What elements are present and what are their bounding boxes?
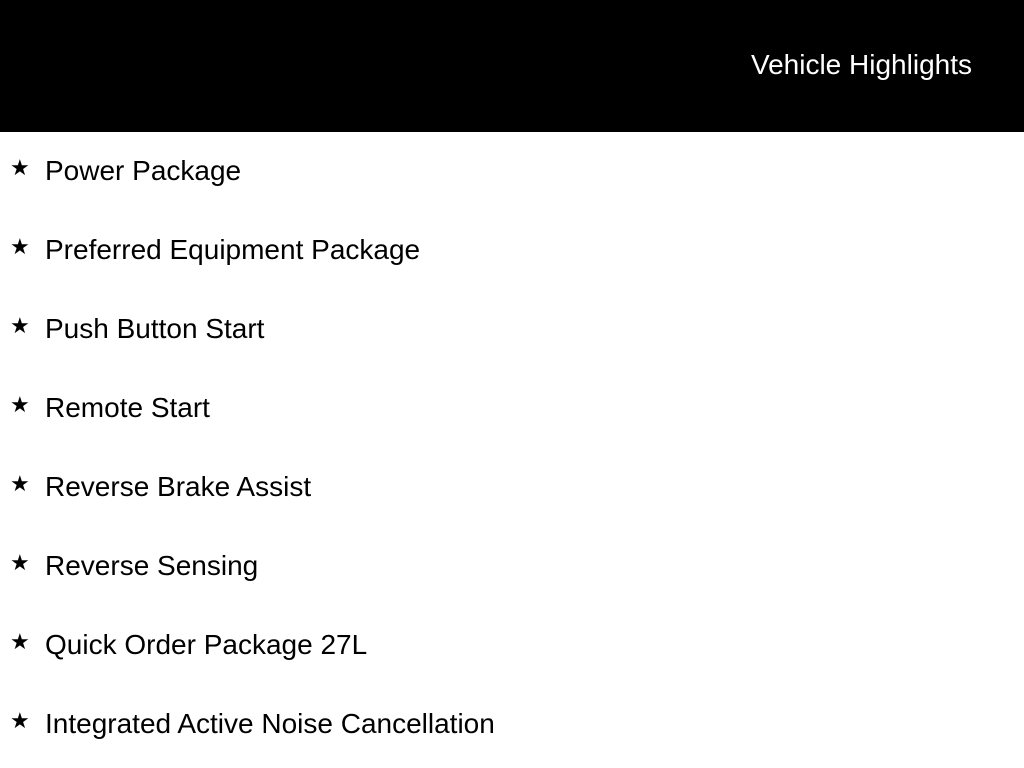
star-icon: ★	[10, 392, 30, 417]
highlight-label: Quick Order Package 27L	[45, 629, 368, 660]
star-icon: ★	[10, 629, 30, 654]
list-item	[0, 369, 1024, 448]
star-icon: ★	[10, 471, 30, 496]
star-icon: ★	[10, 550, 30, 575]
star-icon: ★	[10, 234, 30, 259]
list-item	[0, 290, 1024, 369]
star-icon: ★	[10, 313, 30, 338]
list-item	[0, 132, 1024, 211]
list-item	[0, 448, 1024, 527]
highlight-label: Remote Start	[45, 392, 210, 423]
page-title: Vehicle Highlights	[750, 49, 972, 80]
highlight-label: Push Button Start	[45, 313, 265, 344]
highlight-label: Reverse Sensing	[45, 550, 259, 581]
star-icon: ★	[10, 708, 30, 733]
list-item	[0, 527, 1024, 606]
header-bar	[0, 0, 1024, 132]
list-item	[0, 211, 1024, 290]
highlight-label: Integrated Active Noise Cancellation	[45, 708, 495, 739]
highlight-label: Preferred Equipment Package	[45, 234, 421, 265]
list-item	[0, 685, 1024, 764]
highlight-label: Power Package	[45, 155, 242, 186]
star-icon: ★	[10, 155, 30, 180]
highlights-list	[0, 132, 1024, 764]
list-item	[0, 606, 1024, 685]
highlight-label: Reverse Brake Assist	[45, 471, 312, 502]
